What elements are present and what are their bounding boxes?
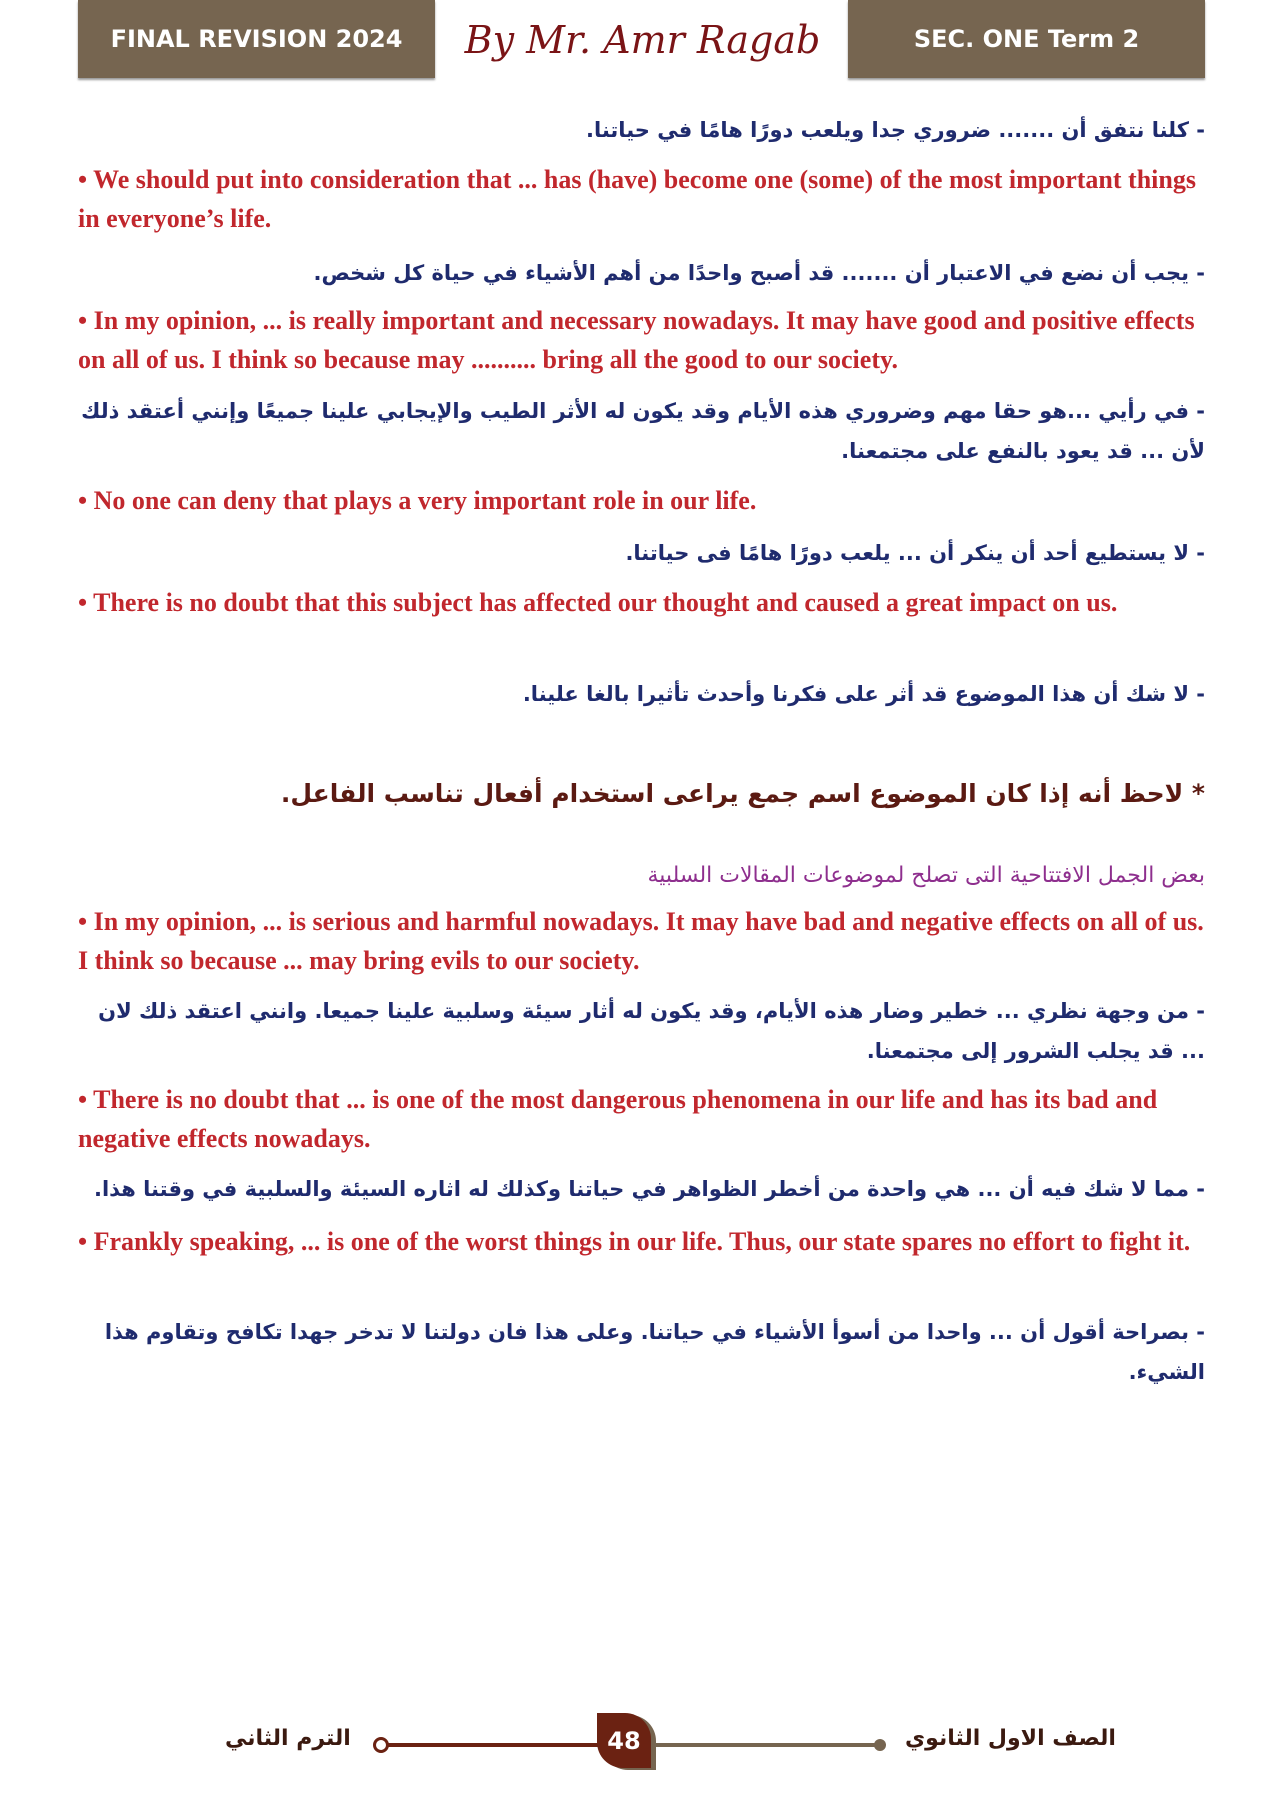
header-grade-label: SEC. ONE Term 2 [848, 0, 1205, 78]
footer-line-right [656, 1743, 878, 1747]
arabic-translation: - بصراحة أقول أن ... واحدا من أسوأ الأشياء في حياتنا. وعلى هذا فان دولتنا لا تدخر جهدا تكافح وتقاوم هذا الشيء. [104, 1320, 1205, 1384]
english-sentence: • There is no doubt that ... is one of the most dangerous phenomena in our life and has its bad and negative effects nowadays. [78, 1085, 1158, 1153]
arabic-translation: - مما لا شك فيه أن ... هي واحدة من أخطر الظواهر في حياتنا وكذلك له اثاره السيئة والسلبية في وقتنا هذا. [93, 1177, 1205, 1201]
english-sentence: • There is no doubt that this subject has affected our thought and caused a great impact on us. [78, 588, 1118, 617]
arabic-translation: - لا شك أن هذا الموضوع قد أثر على فكرنا وأحدث تأثيرا بالغا علينا. [522, 682, 1205, 706]
english-sentence: • Frankly speaking, ... is one of the worst things in our life. Thus, our state spares no effort to fight it. [78, 1227, 1191, 1256]
footer-ring-icon [373, 1737, 389, 1753]
arabic-translation: - كلنا نتفق أن ....... ضروري جدا ويلعب دورًا هامًا في حياتنا. [585, 118, 1205, 142]
english-sentence: • In my opinion, ... is serious and harmful nowadays. It may have bad and negative effects on all of us. I think so because ... may bring evils to our society. [78, 907, 1204, 975]
arabic-translation: - لا يستطيع أحد أن ينكر أن ... يلعب دورًا هامًا فى حياتنا. [625, 541, 1205, 565]
header-revision-label: FINAL REVISION 2024 [78, 0, 435, 78]
footer-grade: الصف الاول الثانوي [905, 1726, 1116, 1751]
english-sentence: • In my opinion, ... is really important and necessary nowadays. It may have good and positive effects on all of us. I think so because may .......... bring all the good to our society. [78, 306, 1195, 374]
english-sentence: • No one can deny that plays a very important role in our life. [78, 486, 757, 515]
footer [0, 1718, 1273, 1768]
arabic-translation: - في رأيي ...هو حقا مهم وضروري هذه الأيام وقد يكون له الأثر الطيب والإيجابي علينا جميعًا وإنني أعتقد ذلك لأن ... قد يعود بالنفع على مجتمعنا. [81, 399, 1205, 463]
footer-term: الترم الثاني [225, 1726, 351, 1751]
footer-line-left [388, 1743, 610, 1747]
footer-dot-icon [874, 1739, 886, 1751]
english-sentence: • We should put into consideration that ... has (have) become one (some) of the most important things in everyone’s life. [78, 165, 1196, 233]
grammar-note: * لاحظ أنه إذا كان الموضوع اسم جمع يراعى استخدام أفعال تناسب الفاعل. [280, 779, 1205, 808]
arabic-translation: - من وجهة نظري ... خطير وضار هذه الأيام، وقد يكون له أثار سيئة وسلبية علينا جميعا. وانني اعتقد ذلك لان ... قد يجلب الشرور إلى مجتمعنا. [98, 999, 1205, 1063]
page-number: 48 [597, 1713, 651, 1768]
arabic-translation: - يجب أن نضع في الاعتبار أن ....... قد أصبح واحدًا من أهم الأشياء في حياة كل شخص. [313, 261, 1205, 285]
section-heading: بعض الجمل الافتتاحية التى تصلح لموضوعات المقالات السلبية [647, 863, 1205, 888]
header-author: By Mr. Amr Ragab [464, 18, 821, 62]
